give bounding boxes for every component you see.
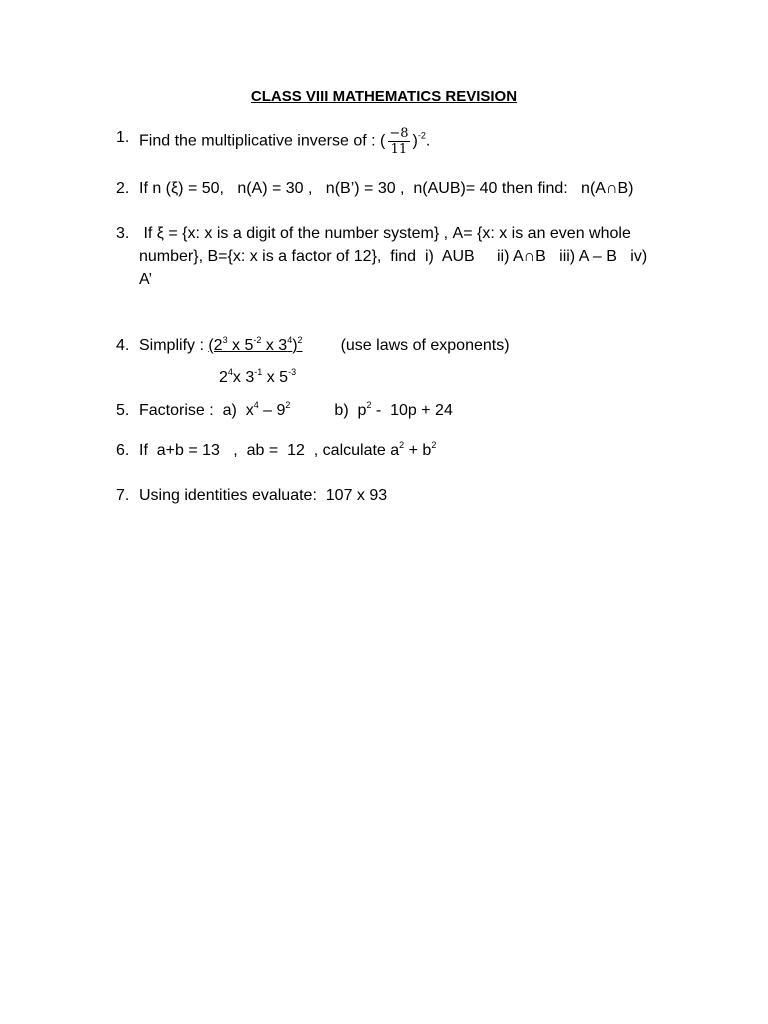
fraction xyxy=(388,126,409,157)
exponent: 2 xyxy=(399,440,405,450)
exponent: 2 xyxy=(366,400,372,410)
part-a: Factorise : a) x xyxy=(139,402,254,419)
q6-text: If a+b = 13 , ab = 12 , calculate a xyxy=(139,442,400,459)
exponent: 4 xyxy=(287,335,293,345)
num-part: x 3 xyxy=(261,337,288,354)
question-text xyxy=(139,399,453,422)
page-title: CLASS VIII MATHEMATICS REVISION xyxy=(250,88,518,105)
den-part: x 5 xyxy=(262,369,289,386)
q1-close: ) xyxy=(412,132,418,150)
question-number: 4. xyxy=(116,337,130,354)
question-number: 5. xyxy=(116,402,130,419)
question-text: Using identities evaluate: 107 x 93 xyxy=(139,487,388,504)
question-number: 7. xyxy=(116,487,130,504)
fraction-denominator: 11 xyxy=(390,142,408,157)
question-number: 3. xyxy=(116,225,130,242)
exponent: 2 xyxy=(285,400,291,410)
q3-line-3: A’ xyxy=(139,271,153,288)
num-part: ) xyxy=(292,337,298,354)
exponent: 4 xyxy=(253,400,259,410)
numerator-expression xyxy=(208,337,302,354)
denominator-expression xyxy=(219,366,296,389)
exponent: 2 xyxy=(431,440,437,450)
exponent: -2 xyxy=(253,335,262,345)
question-number: 6. xyxy=(116,442,130,459)
den-part: 2 xyxy=(219,369,228,386)
exponent: -2 xyxy=(417,130,426,141)
q3-line-1: If ξ = {x: x is a digit of the number system} , A= {x: x is an even whole xyxy=(139,225,631,242)
question-number: 1. xyxy=(116,129,130,146)
part-b: b) p xyxy=(334,402,367,419)
q1-text: Find the multiplicative inverse of : ( xyxy=(139,132,386,150)
q3-line-2: number}, B={x: x is a factor of 12}, find i) AUB ii) A∩B iii) A – B iv) xyxy=(139,248,648,265)
question-text xyxy=(139,439,436,462)
question-text xyxy=(139,222,647,291)
part-b: - 10p + 24 xyxy=(371,402,453,419)
exponent: 2 xyxy=(297,335,303,345)
q4-label: Simplify : xyxy=(139,337,209,354)
fraction-numerator: −8 xyxy=(389,126,409,141)
part-a: – 9 xyxy=(258,402,286,419)
question-number: 2. xyxy=(116,180,130,197)
question-text: If n (ξ) = 50, n(A) = 30 , n(B’) = 30 , n(AUB)= 40 then find: n(A∩B) xyxy=(139,180,634,197)
num-part: x 5 xyxy=(227,337,254,354)
exponent: 4 xyxy=(227,367,233,377)
den-part: x 3 xyxy=(232,369,255,386)
question-text xyxy=(139,126,430,157)
question-text xyxy=(139,334,510,357)
exponent: 3 xyxy=(222,335,228,345)
exponent: -3 xyxy=(288,367,297,377)
q4-note: (use laws of exponents) xyxy=(340,337,510,354)
q1-end: . xyxy=(425,132,431,150)
q6-text: + b xyxy=(404,442,432,459)
exponent: -1 xyxy=(254,367,263,377)
num-part: (2 xyxy=(208,337,223,354)
